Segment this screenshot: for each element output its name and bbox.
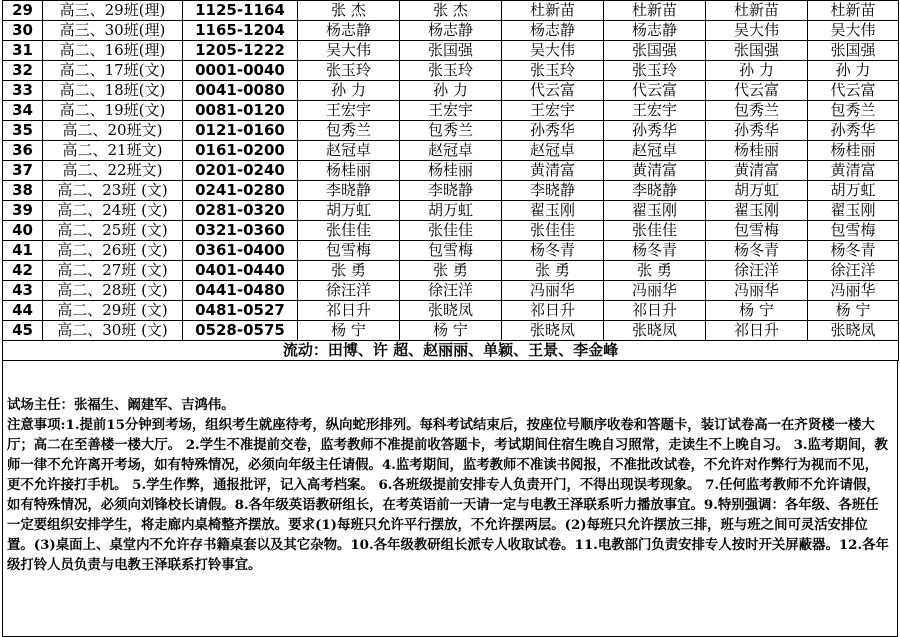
table-row xyxy=(3,181,899,201)
proctor-cell: 张晓凤 xyxy=(808,321,899,341)
proctor-cell: 杨冬青 xyxy=(502,241,604,261)
row-number: 30 xyxy=(3,21,43,41)
exam-directors: 试场主任：张福生、阚建军、吉鸿伟。 xyxy=(7,397,235,413)
proctor-cell: 吴大伟 xyxy=(298,41,400,61)
proctor-cell: 杨桂丽 xyxy=(298,161,400,181)
proctor-cell: 张 杰 xyxy=(298,1,400,21)
table-row xyxy=(3,101,899,121)
row-number: 38 xyxy=(3,181,43,201)
proctor-cell: 杨 宁 xyxy=(298,321,400,341)
proctor-cell: 孙秀华 xyxy=(502,121,604,141)
proctor-cell: 张 勇 xyxy=(604,261,706,281)
seat-range: 0041-0080 xyxy=(183,81,298,101)
proctor-cell: 杜新苗 xyxy=(706,1,808,21)
proctor-cell: 李晓静 xyxy=(502,181,604,201)
proctor-cell: 张 勇 xyxy=(298,261,400,281)
class-name: 高二、27班 (文) xyxy=(43,261,183,281)
class-name: 高二、30班 (文) xyxy=(43,321,183,341)
proctor-cell: 王宏宇 xyxy=(298,101,400,121)
proctor-cell: 包雪梅 xyxy=(808,221,899,241)
proctor-cell: 祁日升 xyxy=(298,301,400,321)
class-name: 高二、16班(理) xyxy=(43,41,183,61)
proctor-cell: 张国强 xyxy=(604,41,706,61)
table-row xyxy=(3,201,899,221)
proctor-cell: 杨冬青 xyxy=(706,241,808,261)
proctor-cell: 张晓凤 xyxy=(604,321,706,341)
table-row xyxy=(3,141,899,161)
proctor-cell: 张晓凤 xyxy=(400,301,502,321)
proctor-cell: 徐汪洋 xyxy=(400,281,502,301)
proctor-cell: 孙秀华 xyxy=(706,121,808,141)
proctor-cell: 包秀兰 xyxy=(706,101,808,121)
seat-range: 0401-0440 xyxy=(183,261,298,281)
seat-range: 1205-1222 xyxy=(183,41,298,61)
row-number: 32 xyxy=(3,61,43,81)
class-name: 高二、17班(文) xyxy=(43,61,183,81)
proctor-cell: 张佳佳 xyxy=(400,221,502,241)
table-row xyxy=(3,301,899,321)
proctor-cell: 赵冠卓 xyxy=(400,141,502,161)
table-row xyxy=(3,121,899,141)
seat-range: 0481-0527 xyxy=(183,301,298,321)
seat-range: 0528-0575 xyxy=(183,321,298,341)
seat-range: 0081-0120 xyxy=(183,101,298,121)
class-name: 高二、21班文) xyxy=(43,141,183,161)
proctor-cell: 胡万虹 xyxy=(298,201,400,221)
proctor-cell: 杨冬青 xyxy=(604,241,706,261)
proctor-cell: 杨冬青 xyxy=(808,241,899,261)
class-name: 高二、28班 (文) xyxy=(43,281,183,301)
proctor-cell: 祁日升 xyxy=(706,321,808,341)
proctor-cell: 李晓静 xyxy=(604,181,706,201)
proctor-cell: 张 勇 xyxy=(502,261,604,281)
row-number: 39 xyxy=(3,201,43,221)
table-row xyxy=(3,161,899,181)
proctor-cell: 胡万虹 xyxy=(400,201,502,221)
proctor-cell: 孙秀华 xyxy=(604,121,706,141)
proctor-cell: 黄清富 xyxy=(808,161,899,181)
proctor-cell: 胡万虹 xyxy=(808,181,899,201)
proctor-cell: 徐汪洋 xyxy=(808,261,899,281)
class-name: 高二、18班(文) xyxy=(43,81,183,101)
table-row xyxy=(3,241,899,261)
proctor-cell: 代云富 xyxy=(604,81,706,101)
proctor-cell: 张 勇 xyxy=(400,261,502,281)
class-name: 高二、24班 (文) xyxy=(43,201,183,221)
proctor-cell: 冯丽华 xyxy=(604,281,706,301)
row-number: 29 xyxy=(3,1,43,21)
proctor-cell: 包雪梅 xyxy=(298,241,400,261)
table-row xyxy=(3,21,899,41)
class-name: 高二、19班(文) xyxy=(43,101,183,121)
seat-range: 0001-0040 xyxy=(183,61,298,81)
class-name: 高二、22班文) xyxy=(43,161,183,181)
table-row xyxy=(3,321,899,341)
row-number: 44 xyxy=(3,301,43,321)
proctor-cell: 杜新苗 xyxy=(604,1,706,21)
row-number: 33 xyxy=(3,81,43,101)
seat-range: 1125-1164 xyxy=(183,1,298,21)
proctor-cell: 张玉玲 xyxy=(604,61,706,81)
proctor-cell: 杨志静 xyxy=(604,21,706,41)
proctor-cell: 翟玉刚 xyxy=(706,201,808,221)
row-number: 31 xyxy=(3,41,43,61)
proctor-cell: 王宏宇 xyxy=(604,101,706,121)
row-number: 40 xyxy=(3,221,43,241)
class-name: 高二、29班 (文) xyxy=(43,301,183,321)
proctor-cell: 冯丽华 xyxy=(502,281,604,301)
proctor-cell: 张玉玲 xyxy=(400,61,502,81)
proctor-cell: 孙 力 xyxy=(298,81,400,101)
proctor-cell: 杜新苗 xyxy=(502,1,604,21)
class-name: 高二、20班文) xyxy=(43,121,183,141)
proctor-cell: 冯丽华 xyxy=(808,281,899,301)
proctor-cell: 代云富 xyxy=(706,81,808,101)
row-number: 37 xyxy=(3,161,43,181)
proctor-cell: 李晓静 xyxy=(400,181,502,201)
proctor-cell: 翟玉刚 xyxy=(808,201,899,221)
proctor-cell: 杨桂丽 xyxy=(706,141,808,161)
proctor-cell: 孙秀华 xyxy=(808,121,899,141)
proctor-cell: 祁日升 xyxy=(502,301,604,321)
seat-range: 0161-0200 xyxy=(183,141,298,161)
seat-range: 0441-0480 xyxy=(183,281,298,301)
seat-range: 1165-1204 xyxy=(183,21,298,41)
proctor-cell: 李晓静 xyxy=(298,181,400,201)
proctor-cell: 冯丽华 xyxy=(706,281,808,301)
class-name: 高二、23班 (文) xyxy=(43,181,183,201)
proctor-cell: 杨桂丽 xyxy=(808,141,899,161)
row-number: 42 xyxy=(3,261,43,281)
proctor-cell: 孙 力 xyxy=(400,81,502,101)
proctor-cell: 张玉玲 xyxy=(502,61,604,81)
proctor-cell: 赵冠卓 xyxy=(298,141,400,161)
seat-range: 0121-0160 xyxy=(183,121,298,141)
table-row xyxy=(3,221,899,241)
table-row xyxy=(3,81,899,101)
proctor-cell: 吴大伟 xyxy=(808,21,899,41)
proctor-cell: 杨 宁 xyxy=(706,301,808,321)
proctor-cell: 包秀兰 xyxy=(298,121,400,141)
notes-section xyxy=(2,361,898,637)
proctor-cell: 孙 力 xyxy=(706,61,808,81)
proctor-cell: 黄清富 xyxy=(604,161,706,181)
proctor-cell: 张国强 xyxy=(400,41,502,61)
proctor-cell: 孙 力 xyxy=(808,61,899,81)
proctor-cell: 包秀兰 xyxy=(400,121,502,141)
proctor-cell: 杜新苗 xyxy=(808,1,899,21)
proctor-cell: 包雪梅 xyxy=(400,241,502,261)
proctor-cell: 杨 宁 xyxy=(400,321,502,341)
row-number: 34 xyxy=(3,101,43,121)
proctor-cell: 翟玉刚 xyxy=(502,201,604,221)
proctor-cell: 王宏宇 xyxy=(400,101,502,121)
proctor-cell: 祁日升 xyxy=(604,301,706,321)
proctor-cell: 包雪梅 xyxy=(706,221,808,241)
flow-row xyxy=(3,341,899,361)
proctor-cell: 徐汪洋 xyxy=(706,261,808,281)
row-number: 36 xyxy=(3,141,43,161)
proctor-cell: 代云富 xyxy=(502,81,604,101)
class-name: 高二、26班 (文) xyxy=(43,241,183,261)
proctor-cell: 包秀兰 xyxy=(808,101,899,121)
row-number: 43 xyxy=(3,281,43,301)
proctor-cell: 翟玉刚 xyxy=(604,201,706,221)
class-name: 高三、29班(理) xyxy=(43,1,183,21)
proctor-cell: 张佳佳 xyxy=(298,221,400,241)
proctor-cell: 杨志静 xyxy=(502,21,604,41)
proctor-cell: 徐汪洋 xyxy=(298,281,400,301)
table-row xyxy=(3,261,899,281)
proctor-cell: 杨志静 xyxy=(298,21,400,41)
class-name: 高三、30班(理) xyxy=(43,21,183,41)
row-number: 45 xyxy=(3,321,43,341)
proctor-cell: 张玉玲 xyxy=(298,61,400,81)
seat-range: 0281-0320 xyxy=(183,201,298,221)
table-row xyxy=(3,41,899,61)
table-row xyxy=(3,1,899,21)
exam-schedule-sheet xyxy=(2,0,898,637)
proctor-cell: 胡万虹 xyxy=(706,181,808,201)
proctor-cell: 赵冠卓 xyxy=(604,141,706,161)
proctor-table-body xyxy=(3,1,899,341)
proctor-cell: 王宏宇 xyxy=(502,101,604,121)
proctor-cell: 杨桂丽 xyxy=(400,161,502,181)
proctor-cell: 张佳佳 xyxy=(604,221,706,241)
proctor-cell: 张 杰 xyxy=(400,1,502,21)
class-name: 高二、25班 (文) xyxy=(43,221,183,241)
proctor-cell: 吴大伟 xyxy=(706,21,808,41)
exam-rules: 注意事项:1.提前15分钟到考场，组织考生就座待考，纵向蛇形排列。每科考试结束后，按座位号顺序收卷和答题卡，装订试卷高一在齐贤楼一楼大厅；高二在至善楼一楼大厅。 2.学生不准提前交卷，监考教师不准提前收答题卡，考试期间住宿生晚自习照常，走读生不上晚自习。 3.监考期间，教师一律不允许离开考场，如有特殊情况，必须向年级主任请假。4.监考期间，监考教师不准读书阅报，不准批改试卷，不允许对作弊行为视而不见，更不允许接打手机。 5.学生作弊，通报批评，记入高考档案。 6.各班级提前安排专人负责开门，不得出现误考现象。 7.任何监考教师不允许请假，如有特殊情况，必须向刘锋校长请假。8.各年级英语教研组长，在考英语前一天请一定与电教王泽联系听力播放事宜。9.特别强调：各年级、各班任一定要组织安排学生，将走廊内桌椅整齐摆放。要求(1)每班只允许平行摆放，不允许摆两层。(2)每班只允许摆放三排，班与班之间可灵活安排位置。(3)桌面上、桌堂内不允许存书籍桌套以及其它杂物。10.各年级教研组长派专人收取试卷。11.电教部门负责安排专人按时开关屏蔽器。12.各年级打铃人员负责与电教王泽联系打铃事宜。 xyxy=(7,417,889,573)
flow-proctors: 流动：田博、许 超、赵丽丽、单颖、王景、李金峰 xyxy=(3,341,899,361)
proctor-cell: 黄清富 xyxy=(706,161,808,181)
proctor-cell: 赵冠卓 xyxy=(502,141,604,161)
seat-range: 0241-0280 xyxy=(183,181,298,201)
proctor-cell: 张晓凤 xyxy=(502,321,604,341)
proctor-cell: 张国强 xyxy=(808,41,899,61)
proctor-cell: 吴大伟 xyxy=(502,41,604,61)
proctor-cell: 黄清富 xyxy=(502,161,604,181)
proctor-cell: 张国强 xyxy=(706,41,808,61)
seat-range: 0361-0400 xyxy=(183,241,298,261)
seat-range: 0321-0360 xyxy=(183,221,298,241)
table-row xyxy=(3,61,899,81)
proctor-cell: 张佳佳 xyxy=(502,221,604,241)
seat-range: 0201-0240 xyxy=(183,161,298,181)
row-number: 35 xyxy=(3,121,43,141)
row-number: 41 xyxy=(3,241,43,261)
proctor-cell: 杨 宁 xyxy=(808,301,899,321)
proctor-table xyxy=(2,0,899,361)
proctor-cell: 代云富 xyxy=(808,81,899,101)
proctor-cell: 杨志静 xyxy=(400,21,502,41)
table-row xyxy=(3,281,899,301)
